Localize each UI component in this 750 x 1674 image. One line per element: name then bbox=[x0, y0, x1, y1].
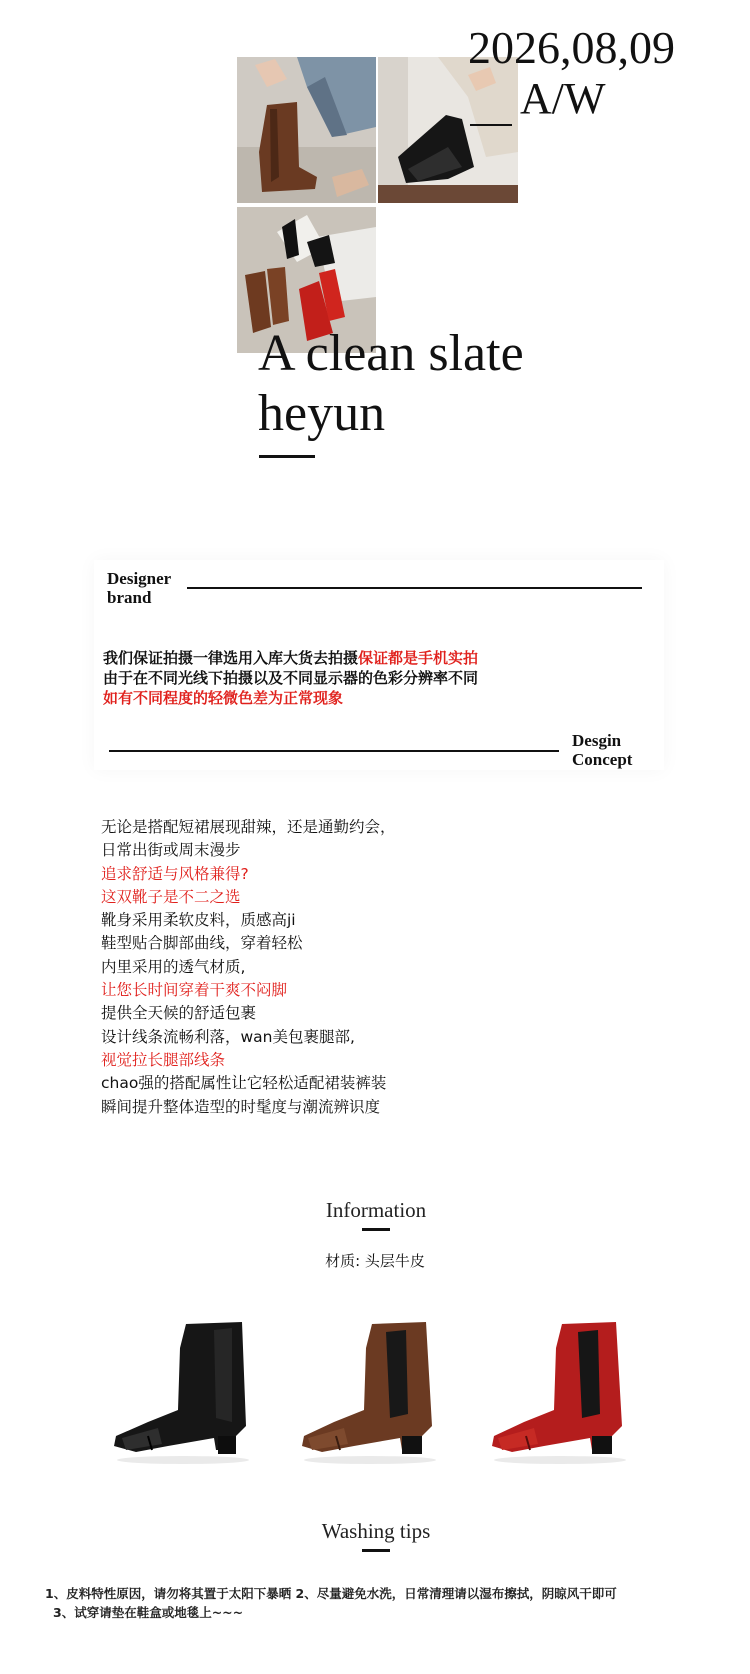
description-line: 视觉拉长腿部线条 bbox=[101, 1050, 226, 1069]
description-line: 无论是搭配短裙展现甜辣，还是通勤约会， bbox=[101, 818, 396, 836]
description-line: 内里采用的透气材质, bbox=[101, 957, 246, 976]
hero-title: A clean slate bbox=[258, 325, 524, 382]
concept-label-line2: Concept bbox=[572, 750, 633, 769]
product-description bbox=[101, 816, 396, 1119]
hero-subtitle: heyun bbox=[258, 385, 386, 442]
description-line: 靴身采用柔软皮料，质感高ji bbox=[101, 911, 296, 930]
season-divider bbox=[470, 124, 512, 126]
concept-label-line1: Desgin bbox=[572, 731, 622, 750]
description-line: 让您长时间穿着干爽不闷脚 bbox=[101, 981, 288, 1000]
description-line: 追求舒适与风格兼得? bbox=[101, 864, 249, 883]
photo-notice bbox=[103, 648, 478, 708]
product-brown-boot bbox=[298, 1318, 448, 1468]
designer-label-line1: Designer bbox=[107, 569, 172, 588]
collection-date: 2026,08,09 bbox=[468, 22, 675, 73]
hero-divider bbox=[259, 455, 315, 458]
notice-line-3 bbox=[103, 688, 478, 708]
description-line: chao强的搭配属性让它轻松适配裙装裤装 bbox=[101, 1074, 387, 1093]
notice-line-2 bbox=[103, 668, 478, 688]
photo-black-boot bbox=[378, 57, 518, 203]
designer-brand-label bbox=[107, 569, 171, 607]
description-line: 鞋型贴合脚部曲线，穿着轻松 bbox=[101, 934, 303, 953]
notice-line-1-black: 我们保证拍摄一律选用入库大货去拍摄 bbox=[103, 649, 359, 667]
brown-boot-image bbox=[298, 1318, 448, 1468]
washing-tips-text bbox=[45, 1584, 617, 1622]
description-line: 提供全天候的舒适包裹 bbox=[101, 1004, 257, 1023]
red-boot-image bbox=[488, 1318, 638, 1468]
information-divider bbox=[362, 1228, 390, 1231]
description-line: 设计线条流畅利落，wan美包裹腿部, bbox=[101, 1027, 355, 1046]
design-concept-label bbox=[572, 731, 632, 769]
product-black-boot bbox=[108, 1318, 258, 1468]
notice-line-1 bbox=[103, 648, 478, 668]
information-title: Information bbox=[325, 1198, 427, 1222]
washing-tip-line-1: 1、皮料特性原因，请勿将其置于太阳下暴晒 2、尽量避免水洗，日常清理请以湿布擦拭，阴晾风干即可 bbox=[45, 1586, 617, 1601]
black-boot-image bbox=[108, 1318, 258, 1468]
season-label: A/W bbox=[520, 74, 606, 123]
panel-rule-bottom bbox=[109, 750, 559, 752]
washing-tips-divider bbox=[362, 1549, 390, 1552]
designer-label-line2: brand bbox=[107, 588, 152, 607]
material-info: 材质: 头层牛皮 bbox=[325, 1252, 425, 1270]
product-red-boot bbox=[488, 1318, 638, 1468]
washing-tips-title: Washing tips bbox=[321, 1519, 431, 1543]
description-line: 日常出街或周末漫步 bbox=[101, 841, 241, 860]
notice-line-2-black: 由于在不同光线下拍摄以及不同显示器的色彩分辨率不同 bbox=[103, 669, 479, 687]
description-line: 瞬间提升整体造型的时髦度与潮流辨识度 bbox=[101, 1097, 381, 1116]
photo-brown-boot-on-carpet bbox=[237, 57, 376, 203]
panel-rule-top bbox=[187, 587, 642, 589]
washing-tip-line-2: 3、试穿请垫在鞋盒或地毯上~~~ bbox=[53, 1605, 244, 1620]
description-line: 这双靴子是不二之选 bbox=[101, 887, 241, 906]
notice-line-3-red: 如有不同程度的轻微色差为正常现象 bbox=[103, 689, 344, 707]
notice-line-1-red: 保证都是手机实拍 bbox=[358, 649, 479, 667]
